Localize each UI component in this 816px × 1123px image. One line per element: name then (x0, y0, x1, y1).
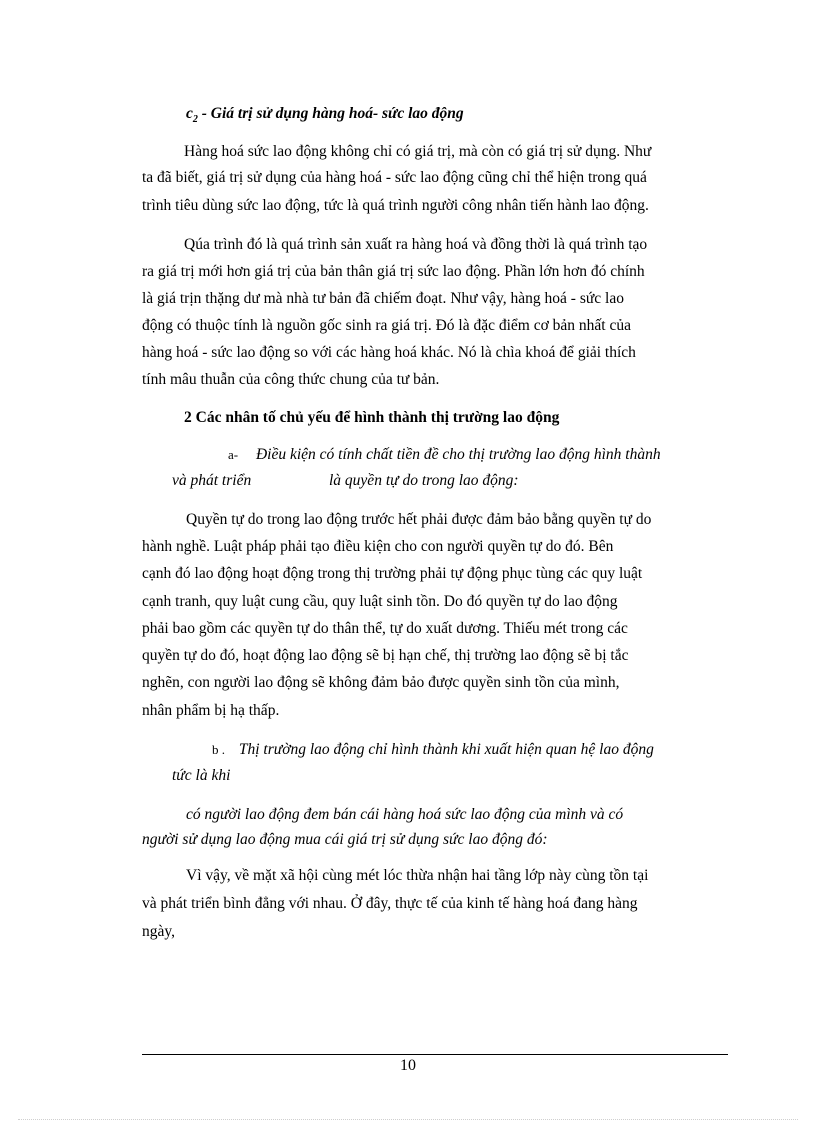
item-a-line2 (172, 471, 251, 491)
line-text: Quyền tự do trong lao động trước hết phải được đảm bảo bằng quyền tự do (186, 511, 652, 528)
line-text: là giá trịn thặng dư mà nhà tư bản đã chiếm đoạt. Như vậy, hàng hoá - sức lao (142, 290, 624, 307)
line-text: Qúa trình đó là quá trình sản xuất ra hàng hoá và đồng thời là quá trình tạo (184, 236, 648, 253)
paragraph-line (142, 619, 628, 639)
paragraph-line (142, 646, 628, 666)
line-text: ngày, (142, 923, 175, 940)
paragraph-line (142, 262, 645, 282)
paragraph-line (142, 564, 642, 584)
heading-c2-text: - Giá trị sử dụng hàng hoá- sức lao động (197, 105, 464, 122)
line-text: hành nghề. Luật pháp phải tạo điều kiện cho con người quyền tự do đó. Bên (142, 538, 614, 555)
paragraph-line (142, 894, 638, 914)
page-number: 10 (400, 1057, 416, 1074)
section-heading-2 (184, 408, 559, 428)
paragraph-line (142, 370, 439, 390)
footer-rule (142, 1054, 728, 1055)
paragraph-line (142, 922, 175, 942)
item-a-label: a- (228, 447, 239, 462)
paragraph-line (186, 510, 651, 530)
heading-c2-subscript: 2 (192, 114, 198, 125)
line-text: hàng hoá - sức lao động so với các hàng hoá khác. Nó là chìa khoá để giải thích (142, 344, 636, 361)
item-b-text-2: tức là khi (172, 767, 231, 784)
paragraph-line (142, 289, 624, 309)
line-text: trình tiêu dùng sức lao động, tức là quá trình người công nhân tiến hành lao động. (142, 197, 649, 214)
paragraph-line (184, 235, 647, 255)
heading-c2-prefix: c (186, 105, 193, 122)
item-a-text-left: và phát triển (172, 472, 252, 489)
line-text: cạnh đó lao động hoạt động trong thị trường phải tự động phục tùng các quy luật (142, 565, 643, 582)
paragraph-line (142, 196, 649, 216)
line-text: Hàng hoá sức lao động không chỉ có giá trị, mà còn có giá trị sử dụng. Như (184, 143, 652, 160)
item-a-text-right: là quyền tự do trong lao động: (329, 472, 519, 489)
line-text: cạnh tranh, quy luật cung cầu, quy luật sinh tồn. Do đó quyền tự do lao động (142, 593, 618, 610)
line-text: Vì vậy, về mặt xã hội cùng mét lóc thừa nhận hai tầng lớp này cùng tồn tại (186, 867, 649, 884)
item-a-line1 (228, 445, 661, 465)
paragraph-line-italic (186, 805, 623, 825)
paragraph-line (142, 537, 613, 557)
page-edge-divider (18, 1119, 798, 1120)
line-text: tính mâu thuẫn của công thức chung của tư bản. (142, 371, 440, 388)
item-b-line2 (172, 766, 230, 786)
line-text: và phát triển bình đẳng với nhau. Ở đây, thực tế của kinh tế hàng hoá đang hàng (142, 895, 638, 912)
line-text: có người lao động đem bán cái hàng hoá sức lao động của mình và có (186, 806, 624, 823)
item-b-line1 (212, 740, 654, 760)
heading-text: 2 Các nhân tố chủ yếu để hình thành thị trường lao động (184, 409, 560, 426)
line-text: nhân phẩm bị hạ thấp. (142, 702, 280, 719)
line-text: phải bao gồm các quyền tự do thân thể, tự do xuất dương. Thiếu mét trong các (142, 620, 628, 637)
paragraph-line (186, 866, 648, 886)
item-a-text: Điều kiện có tính chất tiền đề cho thị trường lao động hình thành (255, 446, 661, 463)
paragraph-line (142, 316, 631, 336)
paragraph-line-italic (142, 830, 547, 850)
item-b-label: b . (212, 742, 225, 757)
paragraph-line (142, 343, 636, 363)
line-text: ta đã biết, giá trị sử dụng của hàng hoá - sức lao động cũng chỉ thể hiện trong quá (142, 169, 647, 186)
paragraph-line (142, 701, 279, 721)
line-text: ra giá trị mới hơn giá trị của bản thân giá trị sức lao động. Phần lớn hơn đó chính (142, 263, 645, 280)
paragraph-line (142, 168, 647, 188)
line-text: nghẽn, con người lao động sẽ không đảm bảo được quyền sinh tồn của mình, (142, 674, 620, 691)
line-text: quyền tự do đó, hoạt động lao động sẽ bị hạn chế, thị trường lao động sẽ bị tắc (142, 647, 629, 664)
paragraph-line (184, 142, 727, 162)
paragraph-line (142, 673, 619, 693)
section-heading-c2 (186, 104, 464, 126)
line-text: người sử dụng lao động mua cái giá trị sử dụng sức lao động đó: (142, 831, 548, 848)
line-text: động có thuộc tính là nguồn gốc sinh ra giá trị. Đó là đặc điểm cơ bản nhất của (142, 317, 631, 334)
item-b-text: Thị trường lao động chỉ hình thành khi xuất hiện quan hệ lao động (238, 741, 654, 758)
paragraph-line (142, 592, 617, 612)
item-a-line2-right (329, 471, 519, 491)
